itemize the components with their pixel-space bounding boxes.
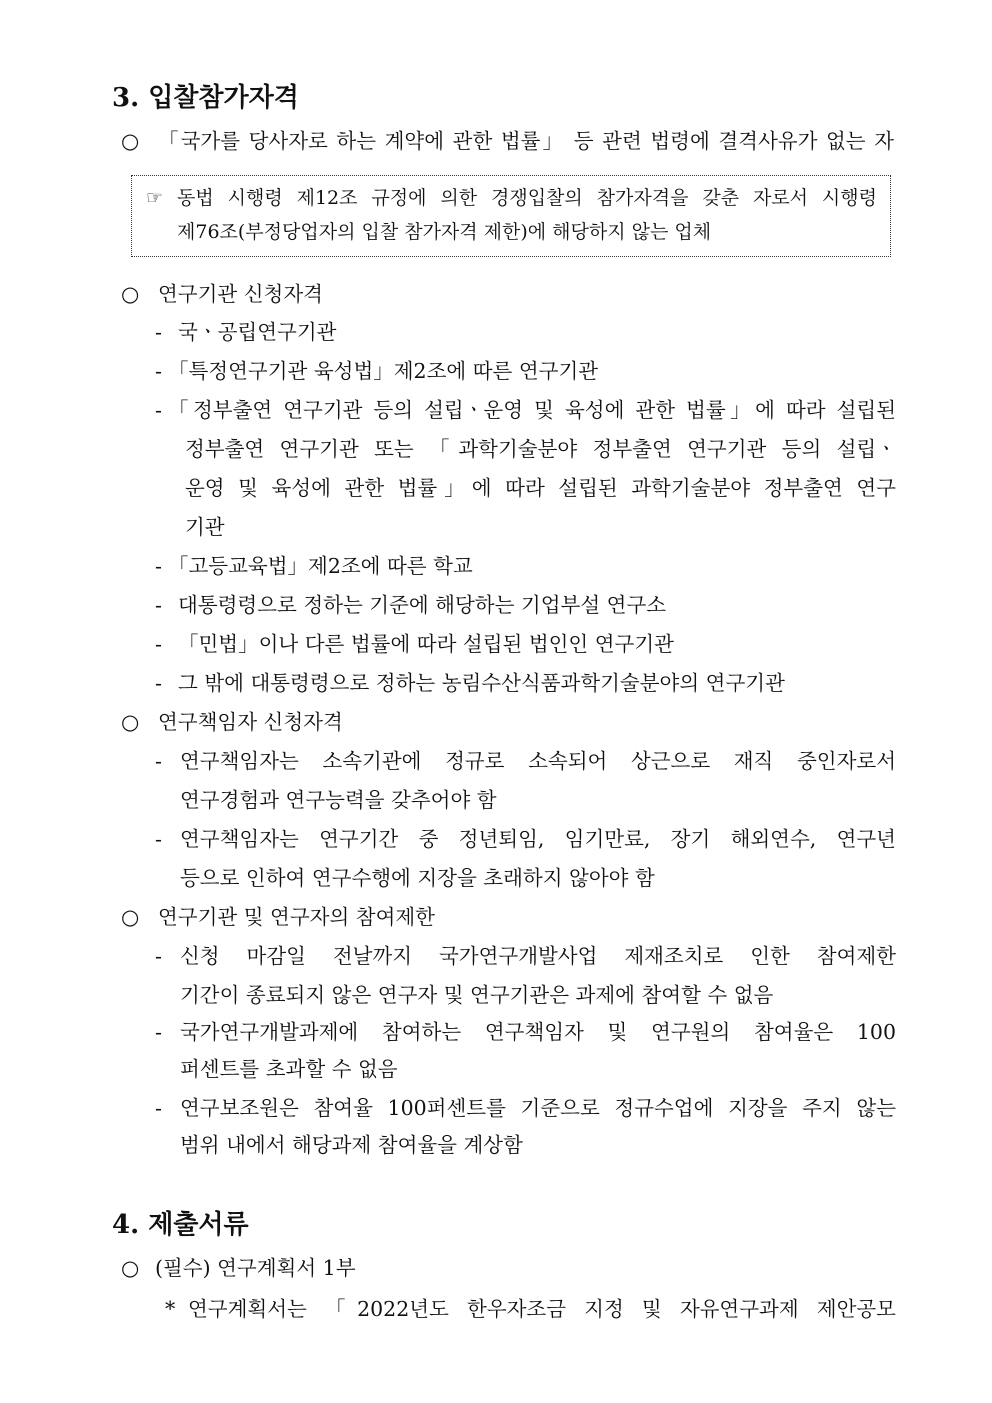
section-4-title: 4. 제출서류: [112, 1210, 249, 1240]
circle-bullet: ○: [121, 282, 140, 306]
dash-bullet: -: [155, 554, 162, 578]
restriction-1-line-1: 신청 마감일 전날까지 국가연구개발사업 제재조치로 인한 참여제한: [180, 944, 896, 968]
dash-bullet: -: [155, 944, 162, 968]
note-line-1: 동법 시행령 제12조 규정에 의한 경쟁입찰의 참가자격을 갖춘 자로서 시행령: [177, 187, 877, 209]
circle-bullet: ○: [121, 710, 140, 734]
institution-type-7: 그 밖에 대통령령으로 정하는 농림수산식품과학기술분야의 연구기관: [178, 671, 785, 695]
pi-requirement-1-line-2: 연구경험과 연구능력을 갖추어야 함: [180, 788, 497, 812]
eligibility-item-1: 「국가를 당사자로 하는 계약에 관한 법률」 등 관련 법령에 결격사유가 없는 자: [158, 129, 894, 153]
dash-bullet: -: [155, 359, 162, 383]
institution-type-3-line-2: 정부출연 연구기관 또는 「과학기술분야 정부출연 연구기관 등의 설립ㆍ: [185, 437, 896, 461]
dash-bullet: -: [155, 320, 162, 344]
dash-bullet: -: [155, 749, 162, 773]
institution-type-6: 「민법」이나 다른 법률에 따라 설립된 법인인 연구기관: [178, 632, 674, 656]
research-plan-note: 연구계획서는 「2022년도 한우자조금 지정 및 자유연구과제 제안공모: [188, 1297, 896, 1321]
asterisk-bullet: *: [165, 1297, 176, 1321]
dash-bullet: -: [155, 632, 162, 656]
section-3-title: 3. 입찰참가자격: [112, 83, 299, 113]
pointing-hand-icon: ☞: [146, 187, 164, 209]
dash-bullet: -: [155, 1096, 162, 1120]
dash-bullet: -: [155, 593, 162, 617]
institution-type-3-line-4: 기관: [185, 515, 225, 539]
required-document-1: (필수) 연구계획서 1부: [155, 1256, 356, 1280]
institution-type-2: 「특정연구기관 육성법」제2조에 따른 연구기관: [168, 359, 599, 383]
note-line-2: 제76조(부정당업자의 입찰 참가자격 제한)에 해당하지 않는 업체: [177, 221, 712, 243]
circle-bullet: ○: [121, 1256, 140, 1280]
restriction-2-line-2: 퍼센트를 초과할 수 없음: [180, 1057, 398, 1081]
dash-bullet: -: [155, 827, 162, 851]
eligibility-item-4: 연구기관 및 연구자의 참여제한: [158, 905, 435, 929]
circle-bullet: ○: [121, 129, 140, 153]
pi-requirement-1-line-1: 연구책임자는 소속기관에 정규로 소속되어 상근으로 재직 중인자로서: [180, 749, 896, 773]
institution-type-3-line-3: 운영 및 육성에 관한 법률」에 따라 설립된 과학기술분야 정부출연 연구: [185, 476, 896, 500]
restriction-1-line-2: 기간이 종료되지 않은 연구자 및 연구기관은 과제에 참여할 수 없음: [180, 983, 774, 1007]
circle-bullet: ○: [121, 905, 140, 929]
dash-bullet: -: [155, 398, 162, 422]
pi-requirement-2-line-1: 연구책임자는 연구기간 중 정년퇴임, 임기만료, 장기 해외연수, 연구년: [180, 827, 896, 851]
pi-requirement-2-line-2: 등으로 인하여 연구수행에 지장을 초래하지 않아야 함: [180, 866, 655, 890]
institution-type-4: 「고등교육법」제2조에 따른 학교: [168, 554, 473, 578]
restriction-3-line-1: 연구보조원은 참여율 100퍼센트를 기준으로 정규수업에 지장을 주지 않는: [180, 1096, 896, 1120]
institution-type-1: 국ㆍ공립연구기관: [178, 320, 337, 344]
eligibility-item-3: 연구책임자 신청자격: [158, 710, 343, 734]
restriction-2-line-1: 국가연구개발과제에 참여하는 연구책임자 및 연구원의 참여율은 100: [180, 1020, 896, 1044]
institution-type-5: 대통령령으로 정하는 기준에 해당하는 기업부설 연구소: [178, 593, 667, 617]
institution-type-3-line-1: 「정부출연 연구기관 등의 설립ㆍ운영 및 육성에 관한 법률」에 따라 설립된: [168, 398, 896, 422]
eligibility-item-2: 연구기관 신청자격: [158, 282, 323, 306]
restriction-3-line-2: 범위 내에서 해당과제 참여율을 계상함: [180, 1133, 523, 1157]
dash-bullet: -: [155, 1020, 162, 1044]
dash-bullet: -: [155, 671, 162, 695]
